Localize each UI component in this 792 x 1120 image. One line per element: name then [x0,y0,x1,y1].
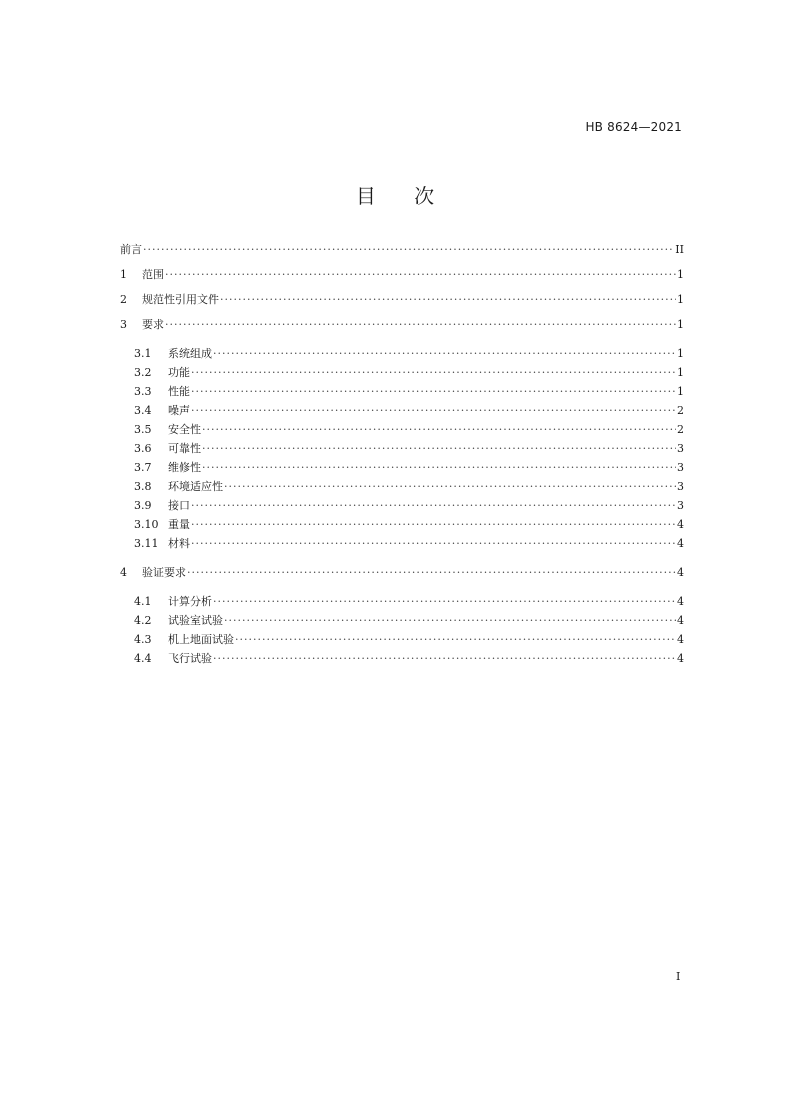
toc-label: 安全性 [168,423,201,436]
toc-label: 可靠性 [168,442,201,455]
toc-entry[interactable] [120,290,684,309]
toc-entry[interactable] [120,649,684,668]
leader-dots [224,477,676,496]
toc-number: 3 [120,318,127,331]
toc-page: 4 [677,537,684,550]
toc-page: 3 [677,442,684,455]
toc-number: 4 [120,566,127,579]
toc-entry[interactable] [120,630,684,649]
toc-page: 2 [677,423,684,436]
page-title: 目 次 [355,184,437,208]
toc-page: 4 [677,652,684,665]
toc-page: 4 [677,518,684,531]
toc-page: 4 [677,595,684,608]
toc-number: 3.9 [134,499,152,512]
leader-dots [202,458,676,477]
toc-number: 4.1 [134,595,152,608]
toc-number: 4.2 [134,614,152,627]
toc-label: 重量 [168,518,190,531]
leader-dots [213,592,676,611]
toc-page: 1 [677,347,684,360]
toc-page: 2 [677,404,684,417]
toc-label: 规范性引用文件 [142,293,219,306]
toc-number: 3.6 [134,442,152,455]
leader-dots [191,401,676,420]
leader-dots [191,382,676,401]
toc-entry[interactable] [120,534,684,553]
toc-number: 3.3 [134,385,152,398]
toc-page: 3 [677,499,684,512]
leader-dots [165,315,676,334]
toc-page: 1 [677,293,684,306]
toc-label: 前言 [120,243,142,256]
toc-label: 飞行试验 [168,652,212,665]
toc-number: 3.11 [134,537,159,550]
toc-entry[interactable] [120,265,684,284]
toc-label: 环境适应性 [168,480,223,493]
leader-dots [191,363,676,382]
leader-dots [191,496,676,515]
leader-dots [191,515,676,534]
toc-label: 噪声 [168,404,190,417]
toc-number: 3.7 [134,461,152,474]
toc-page: 1 [677,268,684,281]
toc-label: 范围 [142,268,164,281]
page-number: I [676,970,681,983]
leader-dots [220,290,676,309]
toc-label: 功能 [168,366,190,379]
leader-dots [165,265,676,284]
table-of-contents [120,240,684,668]
toc-number: 3.8 [134,480,152,493]
toc-number: 2 [120,293,127,306]
toc-page: II [675,243,684,256]
toc-entry[interactable] [120,382,684,401]
toc-label: 机上地面试验 [168,633,234,646]
toc-page: 1 [677,366,684,379]
toc-label: 性能 [168,385,190,398]
toc-entry[interactable] [120,420,684,439]
toc-entry[interactable] [120,439,684,458]
toc-number: 1 [120,268,127,281]
toc-entry[interactable] [120,344,684,363]
toc-label: 要求 [142,318,164,331]
toc-label: 计算分析 [168,595,212,608]
toc-label: 接口 [168,499,190,512]
leader-dots [213,344,676,363]
toc-page: 3 [677,461,684,474]
toc-page: 4 [677,566,684,579]
toc-number: 3.1 [134,347,152,360]
toc-page: 1 [677,318,684,331]
leader-dots [202,420,676,439]
leader-dots [143,240,674,259]
toc-entry[interactable] [120,363,684,382]
toc-label: 系统组成 [168,347,212,360]
leader-dots [235,630,676,649]
toc-entry[interactable] [120,458,684,477]
toc-entry[interactable] [120,477,684,496]
toc-entry[interactable] [120,496,684,515]
toc-entry[interactable] [120,515,684,534]
toc-number: 3.5 [134,423,152,436]
leader-dots [213,649,676,668]
toc-entry[interactable] [120,315,684,334]
toc-entry[interactable] [120,563,684,582]
toc-label: 试验室试验 [168,614,223,627]
toc-number: 3.4 [134,404,152,417]
leader-dots [187,563,676,582]
toc-page: 4 [677,614,684,627]
leader-dots [202,439,676,458]
toc-number: 4.4 [134,652,152,665]
toc-number: 4.3 [134,633,152,646]
toc-entry[interactable] [120,401,684,420]
document-code: HB 8624—2021 [585,120,682,134]
toc-entry[interactable] [120,611,684,630]
toc-label: 验证要求 [142,566,186,579]
leader-dots [191,534,676,553]
toc-page: 4 [677,633,684,646]
toc-number: 3.2 [134,366,152,379]
toc-label: 材料 [168,537,190,550]
toc-entry[interactable] [120,592,684,611]
toc-page: 1 [677,385,684,398]
leader-dots [224,611,676,630]
toc-number: 3.10 [134,518,159,531]
toc-page: 3 [677,480,684,493]
toc-entry-foreword[interactable] [120,240,684,259]
toc-label: 维修性 [168,461,201,474]
